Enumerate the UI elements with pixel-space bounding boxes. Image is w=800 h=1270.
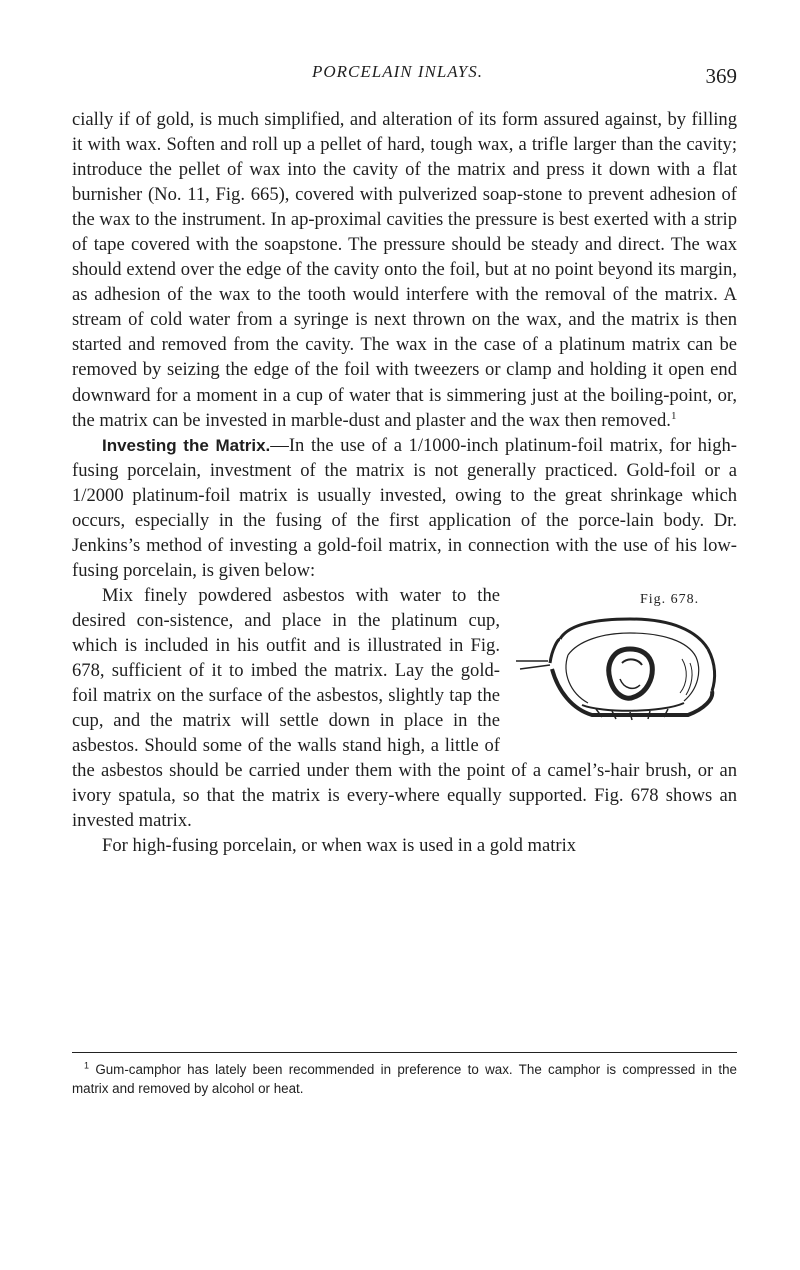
figure-caption: Fig. 678. bbox=[640, 591, 700, 607]
paragraph-asbestos bbox=[72, 583, 737, 833]
page-number: 369 bbox=[705, 64, 737, 88]
paragraph-text: —In the use of a 1/1000-inch platinum-foil matrix, for high-fusing porcelain, investment of the matrix is not generally practiced. Gold-foil or a 1/2000 platinum-foil matrix is usually invested, owing to the great shrinkage which occurs, especially in the fusing of the first application of the porce-lain body. Dr. Jenkins’s method of investing a gold-foil matrix, in connection with the use of his low-fusing porcelain, is given below: bbox=[72, 434, 738, 581]
paragraph-text: Mix finely powdered asbestos with water to the desired con-sistence, and place in the platinum cup, which is included in his outfit and is illustrated in Fig. 678, sufficient of it to imbed the matrix. Lay the gold-foil matrix on the surface of the asbestos, slightly tap the cup, and the matrix will settle down in place in the asbestos. Should some of the walls stand high, a little of the asbestos should be carried under them with the point of a camel’s-hair brush, or an ivory spatula, so that the matrix is every-where equally supported. Fig. 678 shows an invested matrix. bbox=[72, 584, 737, 832]
body-text bbox=[72, 107, 737, 858]
footnote-marker: 1 bbox=[84, 1060, 90, 1071]
paragraph-high-fusing bbox=[72, 833, 737, 858]
section-heading-investing: Investing the Matrix. bbox=[102, 435, 271, 455]
paragraph-text: For high-fusing porcelain, or when wax is used in a gold matrix bbox=[102, 835, 577, 857]
page-header bbox=[72, 62, 737, 90]
figure-678 bbox=[512, 587, 737, 747]
paragraph-text: cially if of gold, is much simplified, and alteration of its form assured against, by filling it with wax. Soften and roll up a pellet of hard, tough wax, a trifle larger than the cavity; introduce the pellet of wax into the cavity of the matrix and press it down with a flat burnisher (No. 11, Fig. 665), covered with pulverized soap-stone to prevent adhesion of the wax to the instrument. In ap-proximal cavities the pressure is best exerted with a strip of tape covered with the soapstone. The pressure should be steady and direct. The wax should extend over the edge of the cavity onto the foil, but at no point beyond its margin, as adhesion of the wax to the tooth would interfere with the removal of the matrix. A stream of cold water from a syringe is next thrown on the wax, and the matrix is then started and removed from the cavity. The wax in the case of a platinum matrix can be removed by seizing the edge of the foil with tweezers or clamp and holding it open end downward for a moment in a cup of water that is simmering just at the boiling-point, or, the matrix can be invested in marble-dust and plaster and the wax then removed. bbox=[72, 109, 737, 431]
footnote-divider bbox=[72, 1052, 737, 1053]
paragraph-wax-pattern bbox=[72, 107, 737, 433]
footnote-reference: 1 bbox=[670, 409, 677, 422]
running-head: PORCELAIN INLAYS. bbox=[312, 62, 483, 81]
footnote-text: Gum-camphor has lately been recommended in preference to wax. The camphor is compressed in the matrix and removed by alcohol or heat. bbox=[72, 1062, 737, 1096]
paragraph-investing bbox=[72, 433, 737, 583]
invested-matrix-illustration bbox=[512, 609, 732, 747]
footnote bbox=[72, 1060, 737, 1098]
